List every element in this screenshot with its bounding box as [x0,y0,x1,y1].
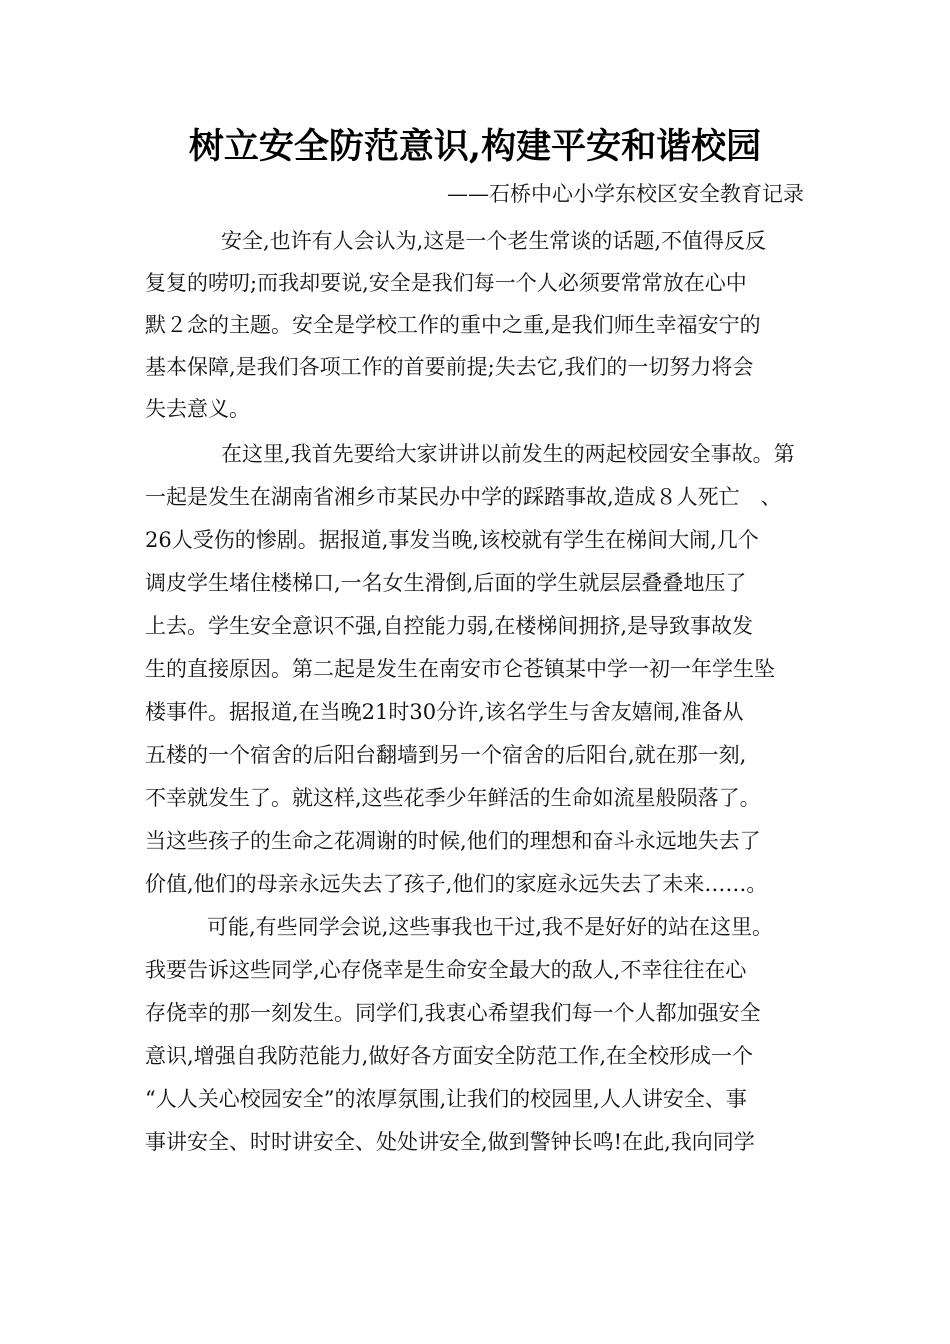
body-line: 复复的唠叨;而我却要说,安全是我们每一个人必须要常常放在心中 [145,271,747,295]
body-line: 调皮学生堵住楼梯口,一名女生滑倒,后面的学生就层层叠叠地压了 [145,571,747,595]
body-line: “人人关心校园安全”的浓厚氛围,让我们的校园里,人人讲安全、事 [145,1087,747,1111]
body-line: 安全,也许有人会认为,这是一个老生常谈的话题,不值得反反 [200,229,767,253]
body-line: 可能,有些同学会说,这些事我也干过,我不是好好的站在这里。 [186,915,774,939]
body-line: 26人受伤的惨剧。据报道,事发当晚,该校就有学生在梯间大闹,几个 [145,528,759,552]
body-line: 默２念的主题。安全是学校工作的重中之重,是我们师生幸福安宁的 [145,313,761,337]
body-line: 存侥幸的那一刻发生。同学们,我衷心希望我们每一个人都加强安全 [145,1001,761,1025]
body-line: 五楼的一个宿舍的后阳台翻墙到另一个宿舍的后阳台,就在那一刻, [145,743,747,767]
body-line: 意识,增强自我防范能力,做好各方面安全防范工作,在全校形成一个 [145,1044,754,1068]
body-line: 事讲安全、时时讲安全、处处讲安全,做到警钟长鸣!在此,我向同学 [145,1130,755,1154]
body-line: 生的直接原因。第二起是发生在南安市仑苍镇某中学一初一年学生坠 [145,657,775,681]
body-line: 失去意义。 [145,397,250,421]
body-line: 价值,他们的母亲永远失去了孩子,他们的家庭永远失去了未来……。 [145,872,768,896]
body-line: 楼事件。据报道,在当晚21时30分许,该名学生与舍友嬉闹,准备从 [145,700,744,724]
document-title: 树立安全防范意识,构建平安和谐校园 [188,126,762,167]
document-subtitle: ——石桥中心小学东校区安全教育记录 [447,182,804,206]
body-line: 我要告诉这些同学,心存侥幸是生命安全最大的敌人,不幸往往在心 [145,958,747,982]
body-line: 基本保障,是我们各项工作的首要前提;失去它,我们的一切努力将会 [145,355,754,379]
body-line: 一起是发生在湖南省湘乡市某民办中学的踩踏事故,造成８人死亡 、 [145,485,782,509]
body-line: 在这里,我首先要给大家讲讲以前发生的两起校园安全事故。第 [200,442,795,466]
body-line: 当这些孩子的生命之花凋谢的时候,他们的理想和奋斗永远地失去了 [145,829,761,853]
body-line: 不幸就发生了。就这样,这些花季少年鲜活的生命如流星般陨落了。 [145,786,761,810]
body-line: 上去。学生安全意识不强,自控能力弱,在楼梯间拥挤,是导致事故发 [145,614,754,638]
